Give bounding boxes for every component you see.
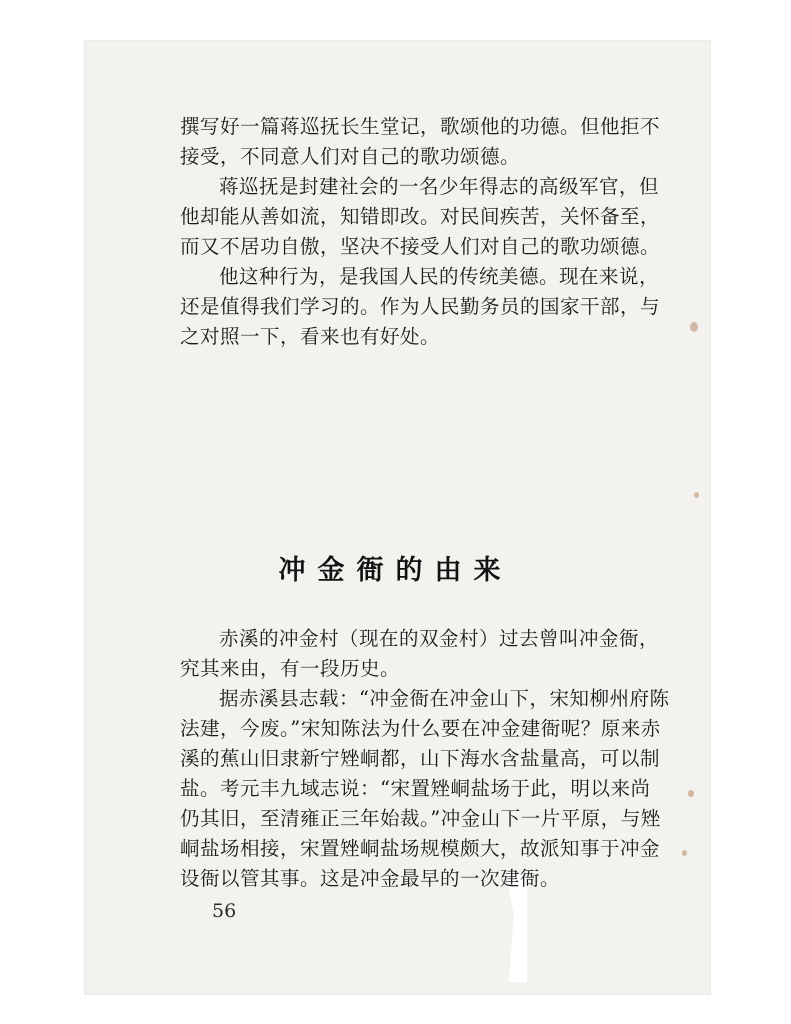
- paragraph: 赤溪的冲金村（现在的双金村）过去曾叫冲金衙，究其来由，有一段历史。: [180, 627, 660, 680]
- paragraph: 蒋巡抚是封建社会的一名少年得志的高级军官，但他却能从善如流，知错即改。对民间疾苦，关怀备至，而又不居功自傲，坚决不接受人们对自己的歌功颂德。: [180, 175, 661, 258]
- section1-body: [180, 112, 670, 352]
- stain-spot: [690, 322, 698, 332]
- section2-body: [180, 624, 670, 894]
- page-number: 56: [212, 900, 237, 922]
- paragraph: 撰写好一篇蒋巡抚长生堂记，歌颂他的功德。但他拒不接受，不同意人们对自己的歌功颂德。: [180, 115, 661, 168]
- stain-spot: [694, 492, 699, 498]
- paragraph: 他这种行为，是我国人民的传统美德。现在来说，还是值得我们学习的。作为人民勤务员的国家干部，与之对照一下，看来也有好处。: [180, 265, 661, 348]
- stain-spot: [682, 850, 687, 856]
- stain-spot: [688, 790, 694, 797]
- section-title: 冲金衙的由来: [278, 555, 513, 586]
- paragraph: 据赤溪县志载：“冲金衙在冲金山下，宋知柳州府陈法建，今废。”宋知陈法为什么要在冲金建衙呢？原来赤溪的蕉山旧隶新宁矬峒都，山下海水含盐量高，可以制盐。考元丰九域志说：“宋置矬峒盐场于此，明以来尚仍其旧，至清雍正三年始裁。”冲金山下一片平原，与矬峒盐场相接，宋置矬峒盐场规模颇大，故派知事于冲金设衙以管其事。这是冲金最早的一次建衙。: [180, 687, 670, 890]
